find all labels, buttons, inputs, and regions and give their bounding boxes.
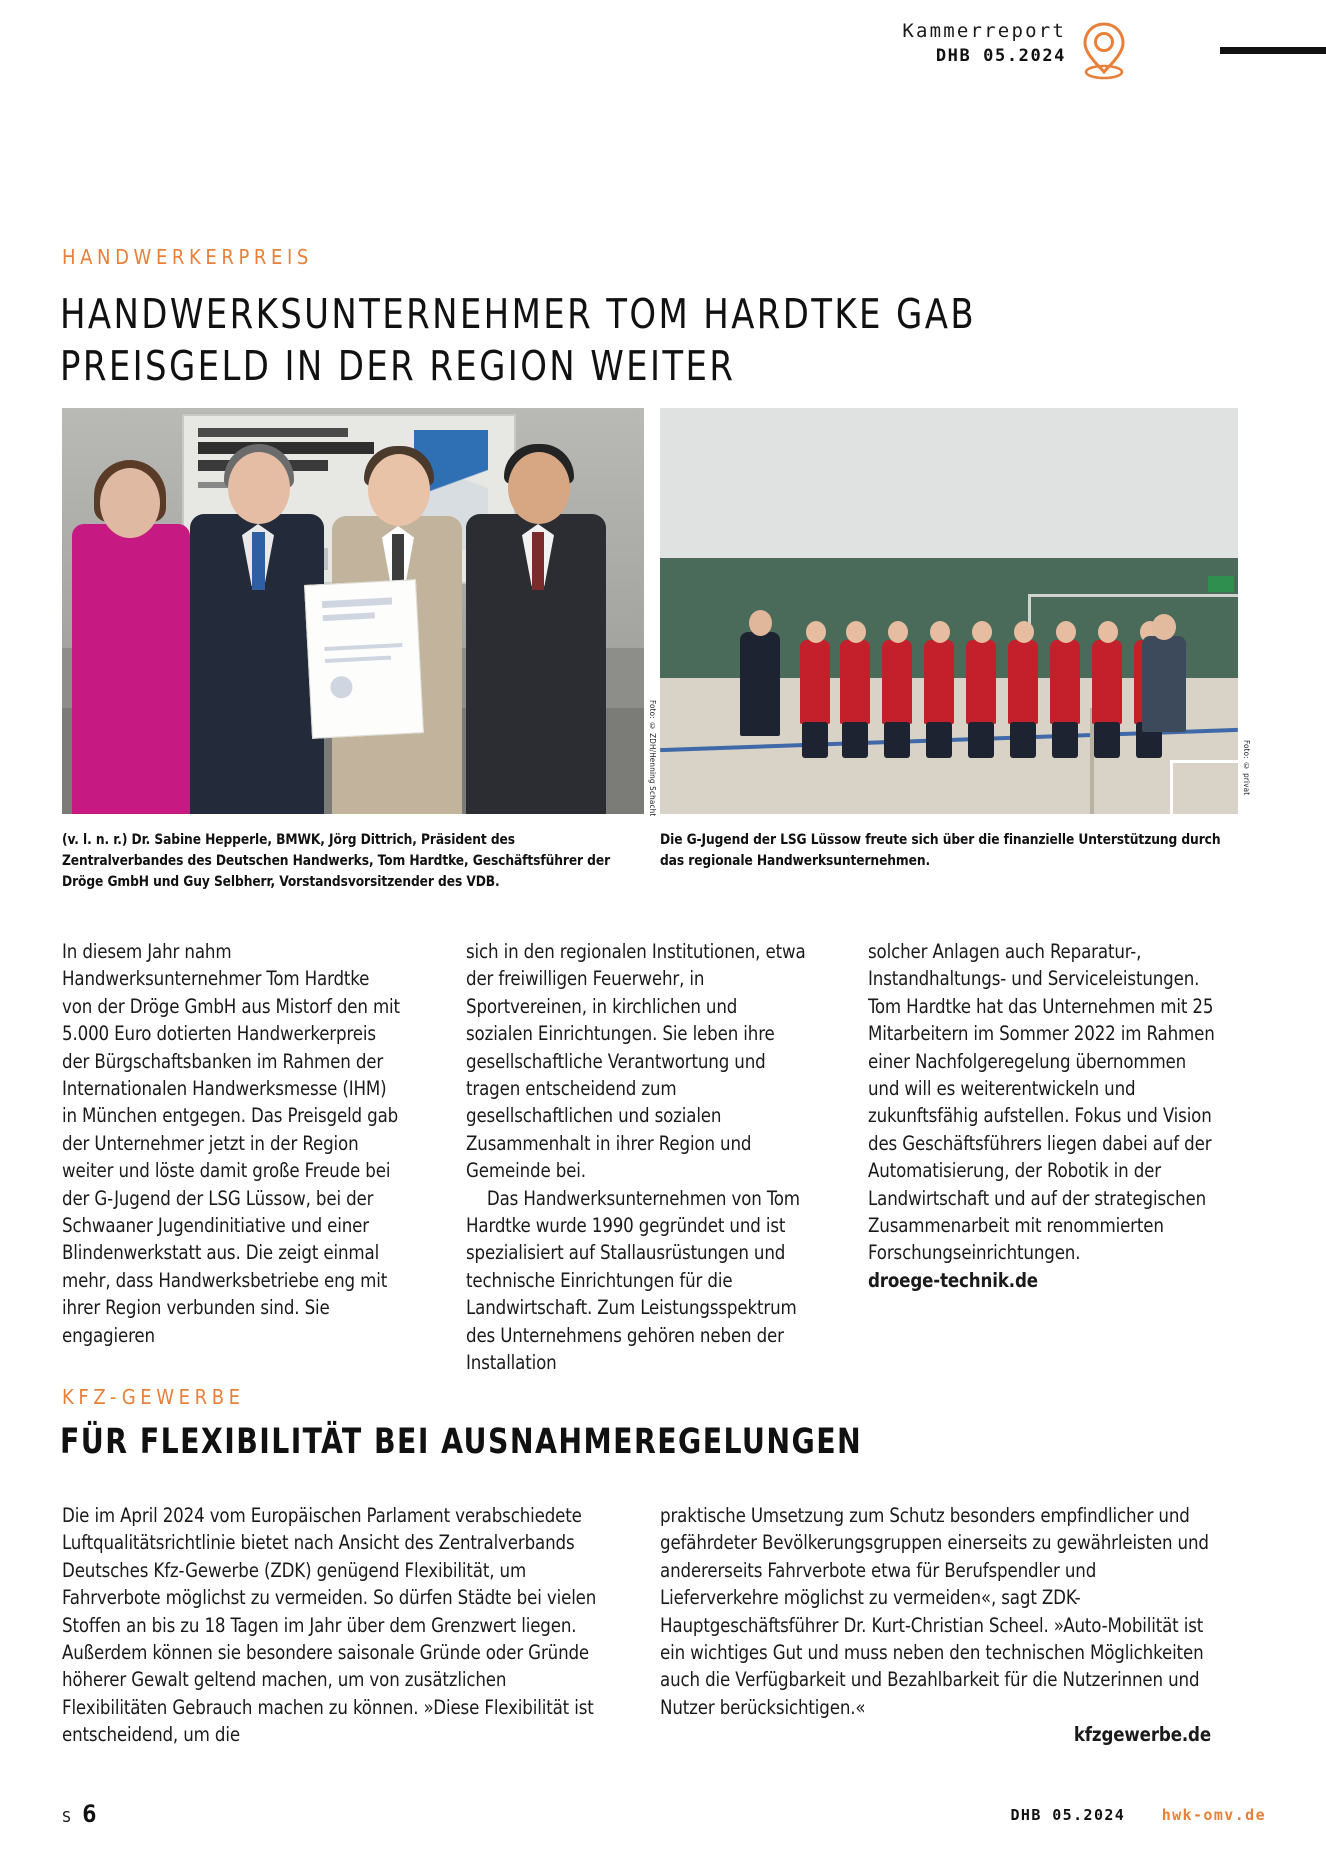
coach-figure [740,632,780,736]
person-figure [72,524,190,814]
footer-issue: DHB 05.2024 [1010,1806,1126,1824]
page-prefix: S [62,1808,73,1826]
footer-right [1011,1806,1267,1824]
masthead-text-block [902,18,1066,68]
article-1-column-2 [466,938,808,1377]
page-number-block [62,1800,98,1828]
page-masthead [0,18,1326,88]
article-1-photo-right [660,408,1238,814]
article-2-column-2 [660,1502,1211,1749]
article-2-kicker: KFZ-GEWERBE [62,1385,245,1409]
paragraph: praktische Umsetzung zum Schutz besonders empfindlicher und gefährdeter Bevölkerungsgruppen einerseits zu gewährleisten und andererseits Fahrverbote etwa für Berufspendler und Lieferverkehre möglichst zu vermeiden«, sagt ZDK-Hauptgeschäftsführer Dr. Kurt-Christian Scheel. »Auto-Mobilität ist ein wichtiges Gut und muss neben den technischen Möglichkeiten auch die Verfügbarkeit und Bezahlbarkeit für die Nutzerinnen und Nutzer berücksichtigen.« [660,1504,1209,1719]
article-1-photo-left [62,408,644,814]
article-2-link[interactable]: kfzgewerbe.de [1073,1723,1211,1747]
article-2-headline: FÜR FLEXIBILITÄT BEI AUSNAHMEREGELUNGEN [60,1422,863,1462]
location-pin-icon [1077,20,1131,82]
paragraph: Das Handwerksunternehmen von Tom Hardtke wurde 1990 gegründet und ist spezialisiert auf Stallausrüstungen und technische Einrichtungen für die Landwirtschaft. Zum Leistungsspektrum des Unternehmens gehören neben der Installation [466,1186,800,1375]
issue-label: DHB 05.2024 [935,46,1066,66]
coach-figure [1142,636,1186,732]
publication-title: Kammerreport [902,20,1066,42]
article-1-column-1: In diesem Jahr nahm Handwerksunternehmer Tom Hardtke von der Dröge GmbH aus Mistorf den mit 5.000 Euro dotierten Handwerkerpreis der Bürgschaftsbanken im Rahmen der Internationalen Handwerksmesse (IHM) in München entgegen. Das Preisgeld gab der Unternehmer jetzt in der Region weiter und löste damit große Freude bei der G-Jugend der LSG Lüssow, bei der Schwaaner Jugendinitiative und einer Blindenwerkstatt aus. Die zeigt einmal mehr, dass Handwerksbetriebe eng mit ihrer Region verbunden sind. Sie engagieren [62,940,400,1347]
article-1-kicker: HANDWERKERPREIS [62,245,313,269]
masthead-rule [1220,47,1326,54]
article-2-column-1: Die im April 2024 vom Europäischen Parlament verabschiedete Luftqualitätsrichtlinie bietet nach Ansicht des Zentralverbands Deutsches Kfz-Gewerbe (ZDK) genügend Flexibilität, um Fahrverbote möglichst zu vermeiden. So dürfen Städte bei vielen Stoffen an bis zu 18 Tagen im Jahr über dem Grenzwert liegen. Außerdem können sie besondere saisonale Gründe oder Gründe höherer Gewalt geltend machen, um von zusätzlichen Flexibilitäten Gebrauch machen zu können. »Diese Flexibilität ist entscheidend, um die [62,1504,597,1747]
photo-credit-right: Foto: © privat [1242,740,1251,796]
paragraph: sich in den regionalen Institutionen, etwa der freiwilligen Feuerwehr, in Sportvereinen, in kirchlichen und sozialen Einrichtungen. Sie leben ihre gesellschaftliche Verantwortung und tragen entscheidend zum gesellschaftlichen und sozialen Zusammenhalt in ihrer Region und Gemeinde bei. [466,940,806,1183]
footer-url[interactable]: hwk-omv.de [1161,1806,1266,1824]
paragraph: solcher Anlagen auch Reparatur-, Instandhaltungs- und Serviceleistungen. Tom Hardtke hat das Unternehmen mit 25 Mitarbeitern im Sommer 2022 im Rahmen einer Nachfolgeregelung übernommen und will es weiterentwickeln und zukunftsfähig aufstellen. Fokus und Vision des Geschäftsführers liegen dabei auf der Automatisierung, der Robotik in der Landwirtschaft und auf der strategischen Zusammenarbeit mit renommierten Forschungseinrichtungen. [868,940,1215,1265]
person-figure [466,514,606,814]
caption-right: Die G-Jugend der LSG Lüssow freute sich über die finanzielle Unterstützung durch das regionale Handwerksunternehmen. [660,832,1221,869]
article-1-headline: HANDWERKSUNTERNEHMER TOM HARDTKE GAB PREISGELD IN DER REGION WEITER [60,290,977,390]
article-1-link[interactable]: droege-technik.de [868,1268,1038,1292]
photo-credit-left: Foto: © ZDH/Henning Schacht [648,700,657,817]
article-1-column-3 [868,938,1220,1294]
person-figure [190,514,324,814]
caption-left: (v. l. n. r.) Dr. Sabine Hepperle, BMWK, Jörg Dittrich, Präsident des Zentralverbandes des Deutschen Handwerks, Tom Hardtke, Geschäftsführer der Dröge GmbH und Guy Selbherr, Vorstandsvorsitzender des VDB. [62,832,611,890]
award-certificate [304,579,424,739]
page-number: 6 [82,1800,98,1828]
